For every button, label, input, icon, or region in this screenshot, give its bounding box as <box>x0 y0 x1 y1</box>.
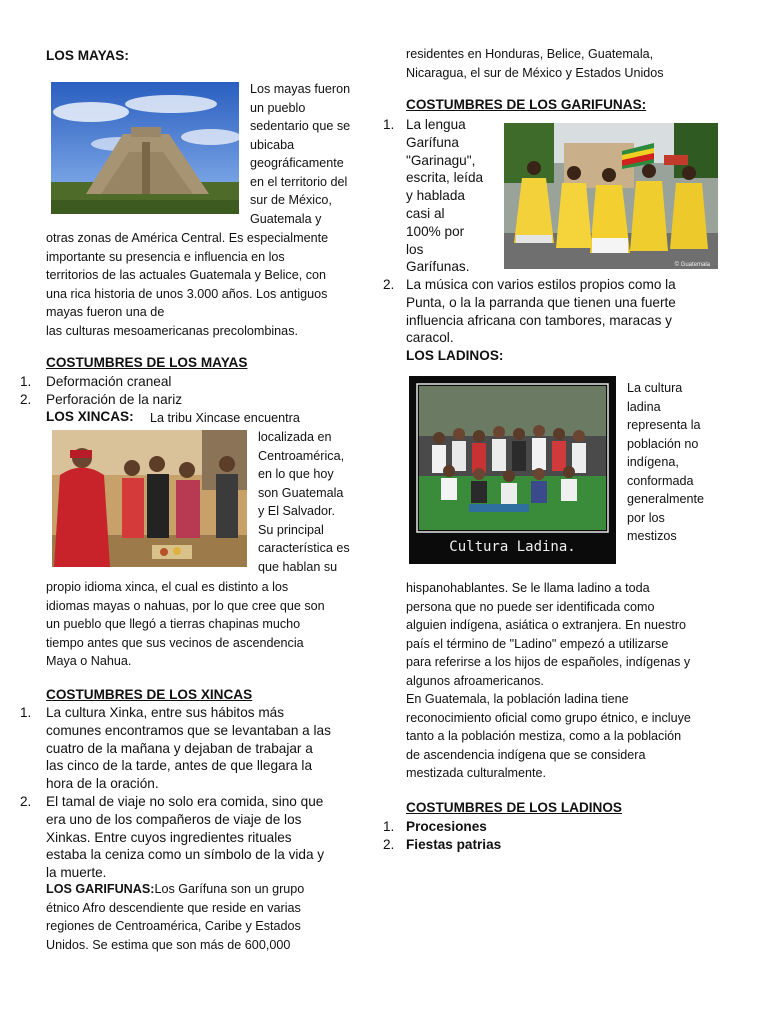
text-line: mestizos <box>627 529 677 543</box>
list-number: 2. <box>383 837 395 852</box>
list-item-line: caracol. <box>406 330 454 346</box>
list-item-line: las cinco de la tarde, antes de que llegara la <box>46 758 313 774</box>
list-item-line: Xinkas. Entre cuyos ingredientes rituales <box>46 829 292 845</box>
list-number: 1. <box>20 374 32 389</box>
text-line: La cultura <box>627 381 683 395</box>
list-item-line: El tamal de viaje no solo era comida, sino que <box>46 794 324 809</box>
text-line: mestizada culturalmente. <box>406 766 546 780</box>
costumbres-garifunas-heading: COSTUMBRES DE LOS GARIFUNAS: <box>406 97 647 112</box>
costumbres-mayas-heading: COSTUMBRES DE LOS MAYAS <box>46 355 248 370</box>
ladino-image-caption: Cultura Ladina. <box>449 539 576 555</box>
text-line: tiempo antes que sus vecinos de ascendencia <box>46 635 304 650</box>
text-line: Centroamérica, <box>258 448 345 463</box>
garifunas-heading: LOS GARIFUNAS: <box>46 882 155 896</box>
list-item-line: los <box>406 241 424 257</box>
text-line: población no <box>627 436 699 451</box>
text-line: localizada en <box>258 430 332 444</box>
text-line: idiomas mayas o nahuas, por lo que cree que son <box>46 598 325 613</box>
list-item-line: hora de la oración. <box>46 776 159 792</box>
list-item-line: 100% por <box>406 223 465 239</box>
text-line: indígena, <box>627 455 679 469</box>
text-line: en el territorio del <box>250 174 348 189</box>
list-item-line: Punta, o la la parranda que tienen una fuerte <box>406 294 676 310</box>
garifunas-intro-line <box>46 880 304 899</box>
text-line: sedentario que se <box>250 119 351 133</box>
text-line: territorios de las actuales Guatemala y Belice, con <box>46 268 326 282</box>
text-line: Maya o Nahua. <box>46 654 132 668</box>
text-line: característica es <box>258 541 350 555</box>
pyramid-photo <box>51 82 239 214</box>
text-line: otras zonas de América Central. Es especialmente <box>46 231 329 245</box>
list-number: 1. <box>383 117 395 132</box>
garifuna-dancers-photo <box>504 123 718 269</box>
costumbres-ladinos-heading: COSTUMBRES DE LOS LADINOS <box>406 800 622 815</box>
text-line: y El Salvador. <box>258 504 336 518</box>
text-line: ubicaba <box>250 137 295 152</box>
text-line: étnico Afro descendiente que reside en varias <box>46 900 301 915</box>
text-line: las culturas mesoamericanas precolombinas. <box>46 323 298 338</box>
text-line: Guatemala y <box>250 211 322 226</box>
list-item-line: casi al <box>406 206 445 221</box>
list-item-line: La lengua <box>406 117 466 132</box>
text-line: país el término de "Ladino" empezó a utilizarse <box>406 636 669 651</box>
text-line: una rica historia de unos 3.000 años. Los antiguos <box>46 286 328 301</box>
text-line: algunos afroamericanos. <box>406 673 544 688</box>
text-line: Nicaragua, el sur de México y Estados Unidos <box>406 66 664 80</box>
list-item: Deformación craneal <box>46 374 172 389</box>
costumbres-xincas-heading: COSTUMBRES DE LOS XINCAS <box>46 687 253 702</box>
ladino-group-photo <box>409 376 616 564</box>
text-line: Su principal <box>258 522 324 537</box>
list-item: Perforación de la nariz <box>46 392 183 407</box>
text-line: mayas fueron una de <box>46 305 165 319</box>
list-item-line: influencia africana con tambores, maracas y <box>406 312 672 328</box>
text-line: un pueblo <box>250 100 306 115</box>
list-item-line: era uno de los compañeros de viaje de los <box>46 811 302 827</box>
text-line: Unidos. Se estima que son más de 600,000 <box>46 937 291 952</box>
text-line: importante su presencia e influencia en los <box>46 249 285 264</box>
list-item-line: escrita, leída <box>406 170 484 186</box>
text-line: por los <box>627 510 665 525</box>
ladinos-heading: LOS LADINOS: <box>406 348 504 363</box>
text-line: son Guatemala <box>258 485 344 500</box>
list-number: 2. <box>20 794 32 809</box>
text-line: de ascendencia indígena que se considera <box>406 747 646 762</box>
list-item-line: "Garinagu", <box>406 152 476 168</box>
list-item-line: y hablada <box>406 188 465 204</box>
text-line: sur de México, <box>250 193 332 207</box>
photo-watermark: © Guatemala <box>674 262 710 268</box>
text-line: persona que no puede ser identificada como <box>406 599 655 614</box>
text-line: reconocimiento oficial como grupo étnico, e incluye <box>406 710 691 725</box>
text-line: ladina <box>627 399 661 414</box>
text-line: alguien indígena, asiática o extranjera. En nuestro <box>406 618 687 632</box>
text-line: En Guatemala, la población ladina tiene <box>406 692 629 706</box>
text-line: tanto a la población mestiza, como a la población <box>406 729 682 743</box>
list-item-line: La música con varios estilos propios como la <box>406 277 676 292</box>
text-line: hispanohablantes. Se le llama ladino a toda <box>406 581 650 595</box>
xinca-people-photo <box>52 430 247 567</box>
list-item-line: La cultura Xinka, entre sus hábitos más <box>46 705 285 720</box>
list-item-line: Garífuna <box>406 134 459 150</box>
text-line: que hablan su <box>258 559 338 574</box>
list-item-line: comunes encontramos que se levantaban a las <box>46 722 331 738</box>
list-item-line: estaba la ceniza como un símbolo de la vida y <box>46 847 325 863</box>
text-line: representa la <box>627 418 701 432</box>
xincas-intro-text: La tribu Xincase encuentra <box>150 410 300 425</box>
list-item-line: la muerte. <box>46 865 107 881</box>
xincas-heading: LOS XINCAS: <box>46 409 134 424</box>
text-line: regiones de Centroamérica, Caribe y Estados <box>46 919 301 933</box>
text-line: residentes en Honduras, Belice, Guatemala, <box>406 47 654 61</box>
text-line: propio idioma xinca, el cual es distinto a los <box>46 580 289 594</box>
text-line: para referirse a los hijos de españoles, indígenas y <box>406 655 691 669</box>
list-number: 1. <box>383 819 395 834</box>
mayas-heading: LOS MAYAS: <box>46 48 129 63</box>
text-line: generalmente <box>627 492 705 506</box>
list-number: 1. <box>20 705 32 720</box>
garifunas-intro-text: Los Garífuna son un grupo <box>154 882 305 896</box>
list-item-line: Garífunas. <box>406 259 470 275</box>
text-line: un pueblo que llegó a tierras chapinas mucho <box>46 617 301 631</box>
list-item: Procesiones <box>406 819 487 834</box>
list-number: 2. <box>383 277 395 292</box>
text-line: en lo que hoy <box>258 467 334 481</box>
text-line: conformada <box>627 473 694 488</box>
list-number: 2. <box>20 392 32 407</box>
list-item: Fiestas patrias <box>406 837 502 852</box>
text-line: Los mayas fueron <box>250 82 351 96</box>
text-line: geográficamente <box>250 156 344 170</box>
list-item-line: cuatro de la mañana y dejaban de trabajar a <box>46 740 313 756</box>
